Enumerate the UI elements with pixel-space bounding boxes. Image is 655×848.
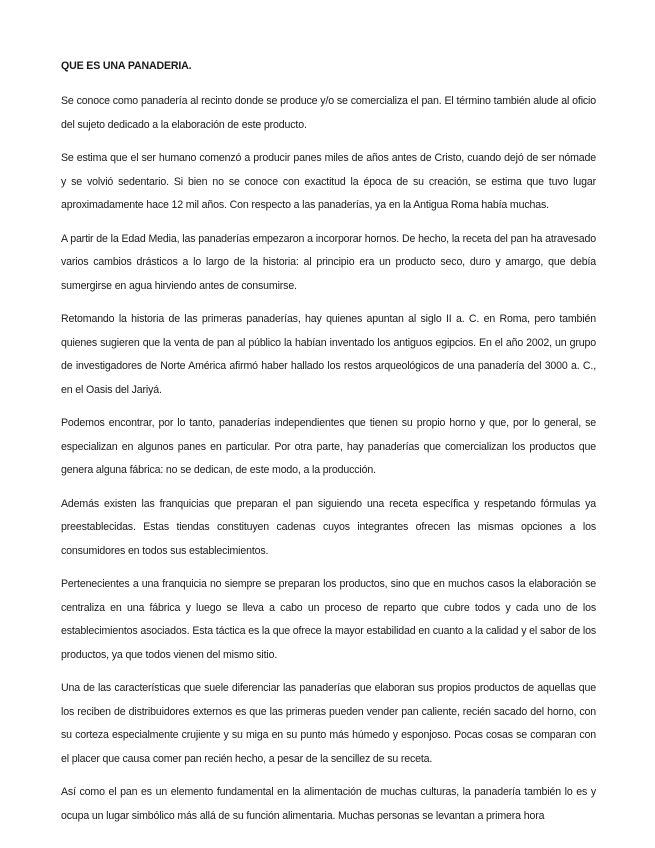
document-page [61,58,596,838]
paragraph-cultural-role: Así como el pan es un elemento fundamental en la alimentación de muchas culturas, la panadería también lo es y ocupa un lugar simbólico más allá de su función alimentaria. Muchas personas se levantan a primera hora [61,786,596,822]
paragraph-fresh-bread: Una de las características que suele diferenciar las panaderías que elaboran sus propios productos de aquellas que los reciben de distribuidores externos es que las primeras pueden vender pan caliente, recién sacado del horno, con su corteza especialmente crujiente y su miga en su punto más húmedo y esponjoso. Pocas cosas se comparan con el placer que causa comer pan recién hecho, a pesar de la sencillez de su receta. [61,682,596,765]
paragraph-history: Retomando la historia de las primeras panaderías, hay quienes apuntan al siglo II a. C. en Roma, pero también quienes sugieren que la venta de pan al público la habían inventado los antiguos egipcios. En el año 2002, un grupo de investigadores de Norte América afirmó haber hallado los restos arqueológicos de una panadería del 3000 a. C., en el Oasis del Jariyá. [61,313,596,396]
paragraph-origins: Se estima que el ser humano comenzó a producir panes miles de años antes de Cristo, cuando dejó de ser nómade y se volvió sedentario. Si bien no se conoce con exactitud la época de su creación, se estima que tuvo lugar aproximadamente hace 12 mil años. Con respecto a las panaderías, ya en la Antigua Roma había muchas. [61,152,596,211]
document-title: QUE ES UNA PANADERIA. [61,60,192,72]
paragraph-middle-ages: A partir de la Edad Media, las panaderías empezaron a incorporar hornos. De hecho, la receta del pan ha atravesado varios cambios drásticos a lo largo de la historia: al principio era un producto seco, duro y amargo, que debía sumergirse en agua hirviendo antes de consumirse. [61,232,596,292]
paragraph-franchise-production: Pertenecientes a una franquicia no siempre se preparan los productos, sino que en muchos casos la elaboración se centraliza en una fábrica y luego se lleva a cabo un proceso de reparto que cubre todos y cada uno de los establecimientos asociados. Esta táctica es la que ofrece la mayor estabilidad en cuanto a la calidad y el sabor de los productos, ya que todos vienen del mismo sitio. [61,578,596,661]
paragraph-franchises: Además existen las franquicias que preparan el pan siguiendo una receta específica y respetando fórmulas ya preestablecidas. Estas tiendas constituyen cadenas cuyos integrantes ofrecen las mismas opciones a los consumidores en todos sus establecimientos. [61,497,596,557]
paragraph-definition: Se conoce como panadería al recinto donde se produce y/o se comercializa el pan. El término también alude al oficio del sujeto dedicado a la elaboración de este producto. [61,95,596,131]
paragraph-independent-bakeries: Podemos encontrar, por lo tanto, panaderías independientes que tienen su propio horno y que, por lo general, se especializan en algunos panes en particular. Por otra parte, hay panaderías que comercializan los productos que genera alguna fábrica: no se dedican, de este modo, a la producción. [61,417,596,476]
